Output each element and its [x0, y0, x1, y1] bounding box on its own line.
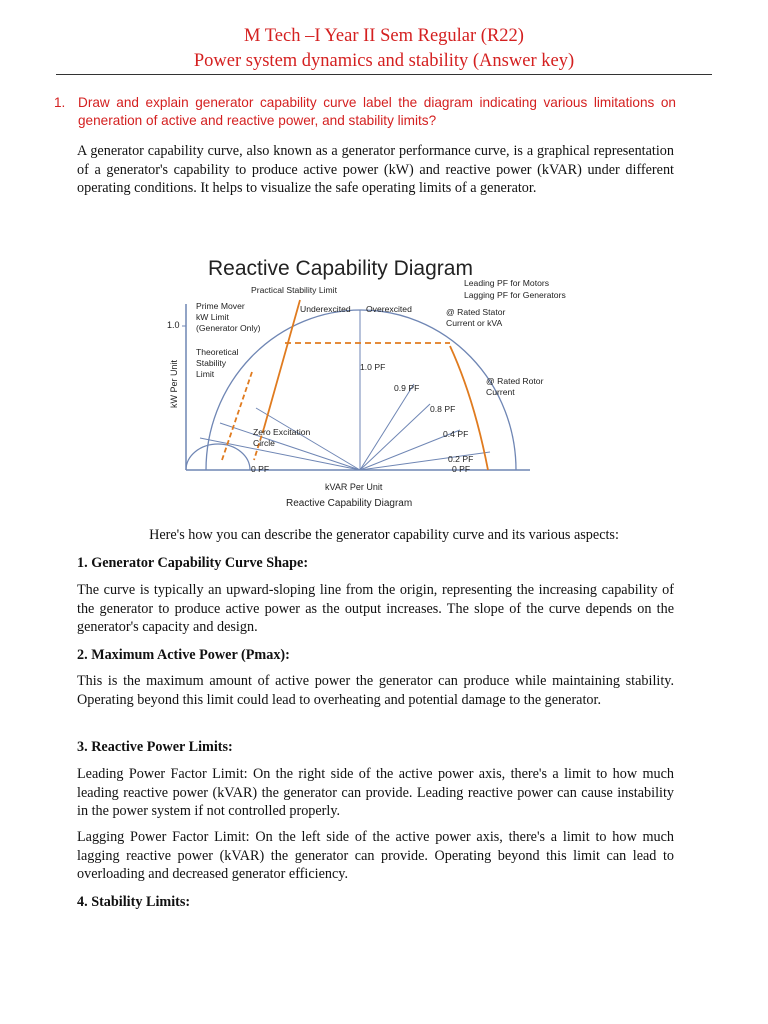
pf-label-0-2: 0.2 PF — [448, 454, 474, 464]
diagram-title: Reactive Capability Diagram — [208, 257, 473, 280]
pf-label-0-left: 0 PF — [251, 464, 270, 474]
header-divider — [56, 74, 712, 75]
leading-pf-label: Leading PF for Motors — [464, 278, 550, 288]
underexcited-label: Underexcited — [300, 304, 351, 314]
pf-label-0-9: 0.9 PF — [394, 383, 420, 393]
rated-rotor-label-2: Current — [486, 387, 515, 397]
pf-label-0-right: 0 PF — [452, 464, 471, 474]
x-axis-label: kVAR Per Unit — [325, 482, 383, 492]
intro-paragraph: A generator capability curve, also known as a generator performance curve, is a graphical representation of a generator's capability to produce active power (kW) and reactive power (kVAR) under different operating conditions. It helps to visualize the safe operating limits of a generator. — [77, 143, 674, 196]
section-2-paragraph: This is the maximum amount of active power the generator can produce while maintaining stability. Operating beyond this limit could lead to overheating and potential damage to the generator. — [77, 673, 674, 708]
rated-stator-label-1: @ Rated Stator — [446, 307, 506, 317]
zero-excitation-circle — [186, 444, 250, 470]
question-1 — [54, 94, 676, 130]
lead-in-text: Here's how you can describe the generator capability curve and its various aspects: — [149, 527, 619, 543]
question-text: Draw and explain generator capability curve label the diagram indicating various limitations on generation of active and reactive power, and stability limits? — [78, 95, 676, 128]
section-2-heading: 2. Maximum Active Power (Pmax): — [77, 647, 290, 663]
pf-label-1-0: 1.0 PF — [360, 362, 386, 372]
theoretical-label-3: Limit — [196, 369, 215, 379]
lagging-pf-label: Lagging PF for Generators — [464, 290, 566, 300]
section-1-paragraph: The curve is typically an upward-sloping line from the origin, representing the increasing capability of the generator to produce active power as the output increases. The slope of the curve depends on the generator's capacity and design. — [77, 582, 674, 635]
overexcited-label: Overexcited — [366, 304, 412, 314]
theoretical-label-1: Theoretical — [196, 347, 239, 357]
section-3-paragraph-leading: Leading Power Factor Limit: On the right side of the active power axis, there's a limit to how much leading reactive power (kVAR) the generator can provide. Leading reactive power can cause instability in the power system if not controlled properly. — [77, 766, 674, 819]
section-1-heading: 1. Generator Capability Curve Shape: — [77, 555, 309, 571]
practical-stability-label: Practical Stability Limit — [251, 285, 337, 295]
prime-mover-label-2: kW Limit — [196, 312, 229, 322]
y-tick-1: 1.0 — [167, 320, 180, 330]
section-3-paragraph-lagging: Lagging Power Factor Limit: On the left side of the active power axis, there's a limit to how much lagging reactive power (kVAR) the generator can provide. Operating beyond this limit can lead to overloading and decreased generator efficiency. — [77, 829, 674, 882]
theoretical-label-2: Stability — [196, 358, 227, 368]
document-header — [0, 24, 768, 74]
rated-rotor-label-1: @ Rated Rotor — [486, 376, 544, 386]
capability-diagram — [160, 248, 566, 517]
theoretical-stability-curve — [222, 372, 252, 460]
pf-label-0-4: 0.4 PF — [443, 429, 469, 439]
prime-mover-label-1: Prime Mover — [196, 301, 245, 311]
course-title: M Tech –I Year II Sem Regular (R22) — [244, 26, 524, 46]
zero-excitation-label-1: Zero Excitation — [253, 427, 311, 437]
practical-stability-curve — [264, 300, 300, 428]
y-axis-label: kW Per Unit — [169, 359, 179, 408]
diagram-caption: Reactive Capability Diagram — [286, 498, 413, 509]
prime-mover-label-3: (Generator Only) — [196, 323, 261, 333]
capability-diagram-svg — [160, 248, 566, 512]
document-title: Power system dynamics and stability (Answer key) — [193, 51, 575, 71]
zero-excitation-label-2: Circle — [253, 438, 275, 448]
section-3-heading: 3. Reactive Power Limits: — [77, 739, 233, 755]
pf-label-0-8: 0.8 PF — [430, 404, 456, 414]
section-4-heading: 4. Stability Limits: — [77, 894, 191, 910]
rated-stator-label-2: Current or kVA — [446, 318, 503, 328]
question-number: 1. — [54, 95, 66, 110]
pf-lines — [200, 310, 490, 470]
rotor-current-limit — [450, 346, 488, 470]
